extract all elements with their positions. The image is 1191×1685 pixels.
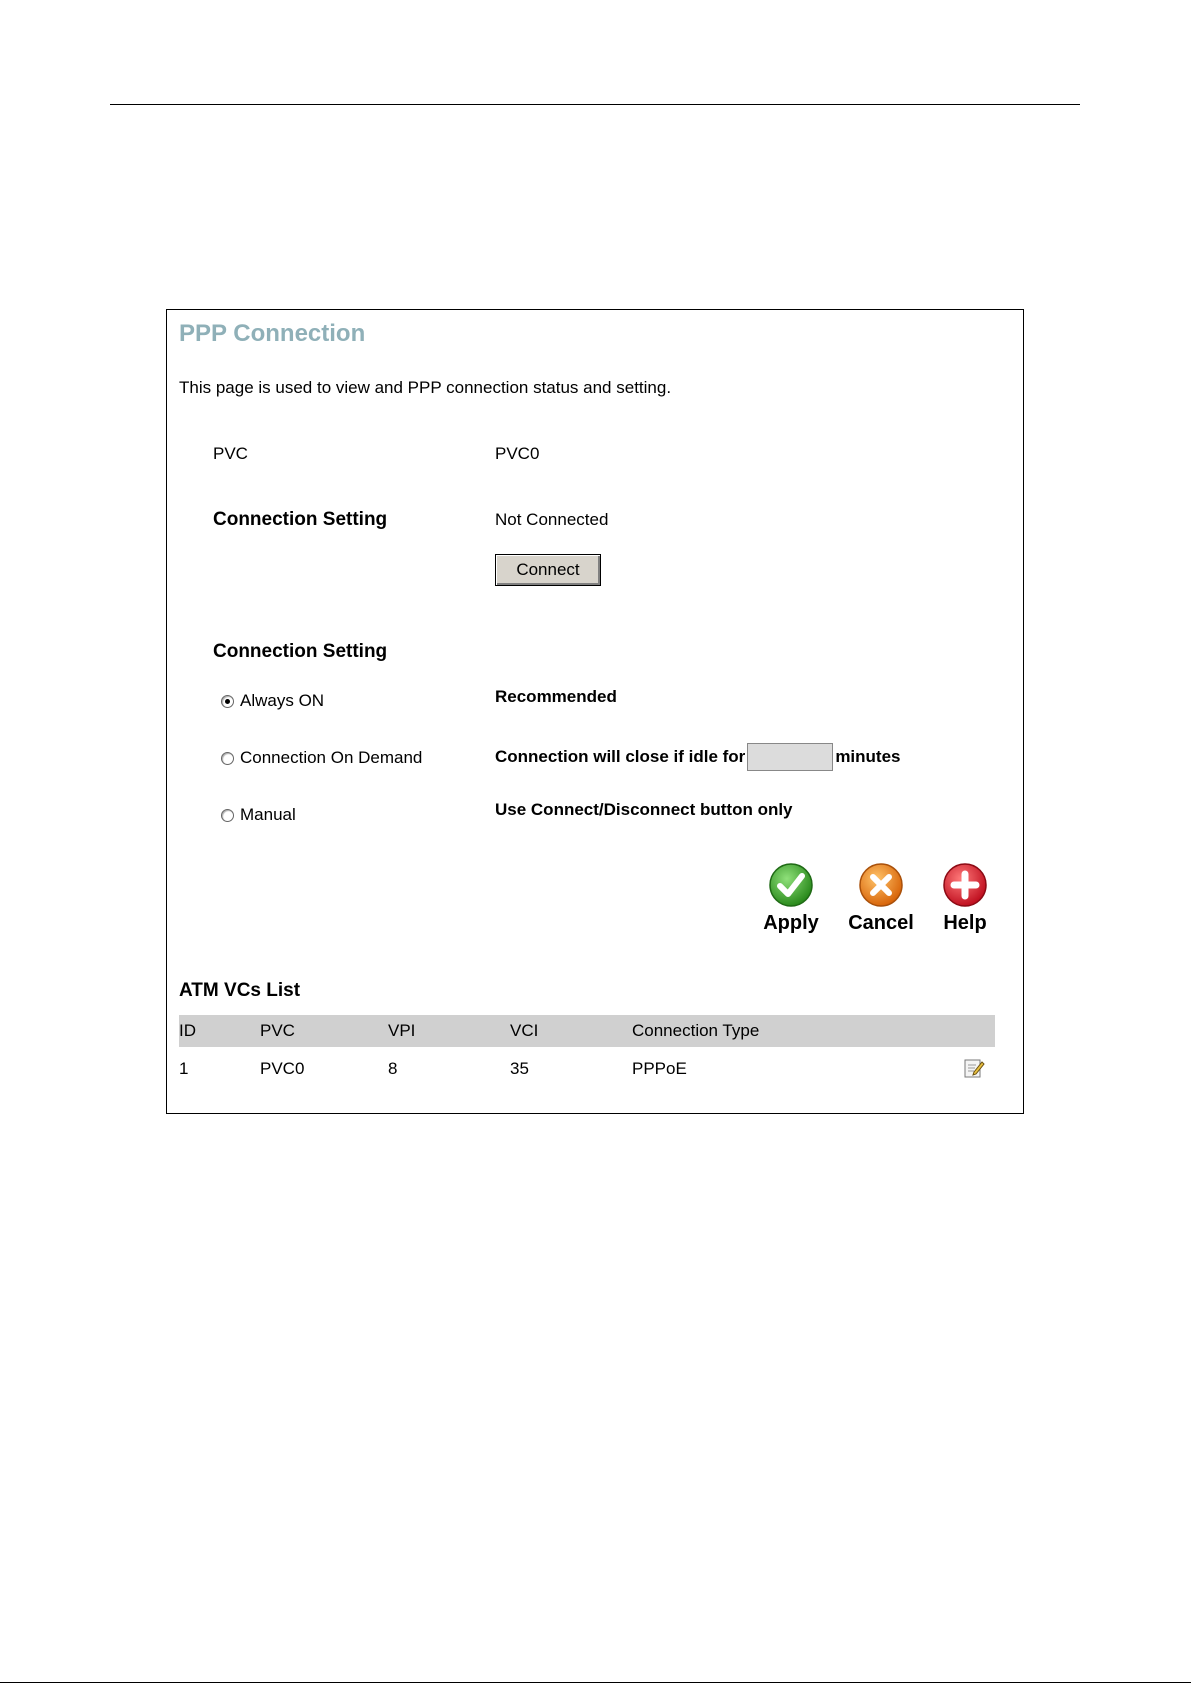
- radio-on-demand-label: Connection On Demand: [240, 748, 423, 767]
- page-top-rule: [110, 104, 1080, 105]
- apply-label[interactable]: Apply: [763, 912, 819, 934]
- col-header-connection-type: Connection Type: [632, 1021, 760, 1040]
- on-demand-note: [495, 743, 901, 771]
- connect-button[interactable]: Connect: [495, 554, 601, 586]
- cell-pvc: PVC0: [260, 1059, 305, 1078]
- atm-list-title: ATM VCs List: [179, 980, 301, 1001]
- radio-always-on[interactable]: [221, 691, 324, 711]
- radio-checked-icon[interactable]: [221, 695, 234, 708]
- always-on-note: Recommended: [495, 687, 617, 706]
- cancel-button[interactable]: [841, 862, 921, 935]
- radio-manual-label: Manual: [240, 805, 296, 824]
- col-header-id: ID: [179, 1021, 196, 1040]
- radio-unchecked-icon[interactable]: [221, 752, 234, 765]
- pvc-label: PVC: [213, 444, 248, 463]
- table-row: [179, 1051, 995, 1087]
- radio-unchecked-icon[interactable]: [221, 809, 234, 822]
- help-plus-icon[interactable]: [942, 862, 988, 908]
- edit-icon[interactable]: [963, 1057, 985, 1079]
- connection-mode-label: Connection Setting: [213, 641, 388, 662]
- page-description: This page is used to view and PPP connection status and setting.: [179, 378, 672, 397]
- cell-vci: 35: [510, 1059, 529, 1078]
- apply-button[interactable]: [751, 862, 831, 935]
- connection-status-label: Connection Setting: [213, 509, 388, 530]
- on-demand-suffix: minutes: [835, 747, 901, 766]
- radio-manual[interactable]: [221, 805, 296, 825]
- idle-minutes-input[interactable]: [747, 743, 833, 771]
- atm-table-header: [179, 1015, 995, 1047]
- cell-vpi: 8: [388, 1059, 398, 1078]
- col-header-vpi: VPI: [388, 1021, 416, 1040]
- help-label[interactable]: Help: [943, 912, 987, 934]
- apply-check-icon[interactable]: [768, 862, 814, 908]
- connection-status-value: Not Connected: [495, 510, 609, 529]
- page-title: PPP Connection: [179, 320, 366, 347]
- on-demand-note-text: Connection will close if idle for: [495, 747, 746, 766]
- cell-connection-type: PPPoE: [632, 1059, 687, 1078]
- cancel-x-icon[interactable]: [858, 862, 904, 908]
- col-header-vci: VCI: [510, 1021, 539, 1040]
- radio-always-on-label: Always ON: [240, 691, 325, 710]
- help-button[interactable]: [925, 862, 1005, 935]
- page-bottom-rule: [0, 1682, 1191, 1683]
- pvc-value: PVC0: [495, 444, 540, 463]
- cell-id: 1: [179, 1059, 189, 1078]
- cancel-label[interactable]: Cancel: [848, 912, 914, 934]
- col-header-pvc: PVC: [260, 1021, 295, 1040]
- radio-connection-on-demand[interactable]: [221, 748, 422, 768]
- ppp-connection-panel: [166, 309, 1024, 1114]
- manual-note: Use Connect/Disconnect button only: [495, 800, 793, 819]
